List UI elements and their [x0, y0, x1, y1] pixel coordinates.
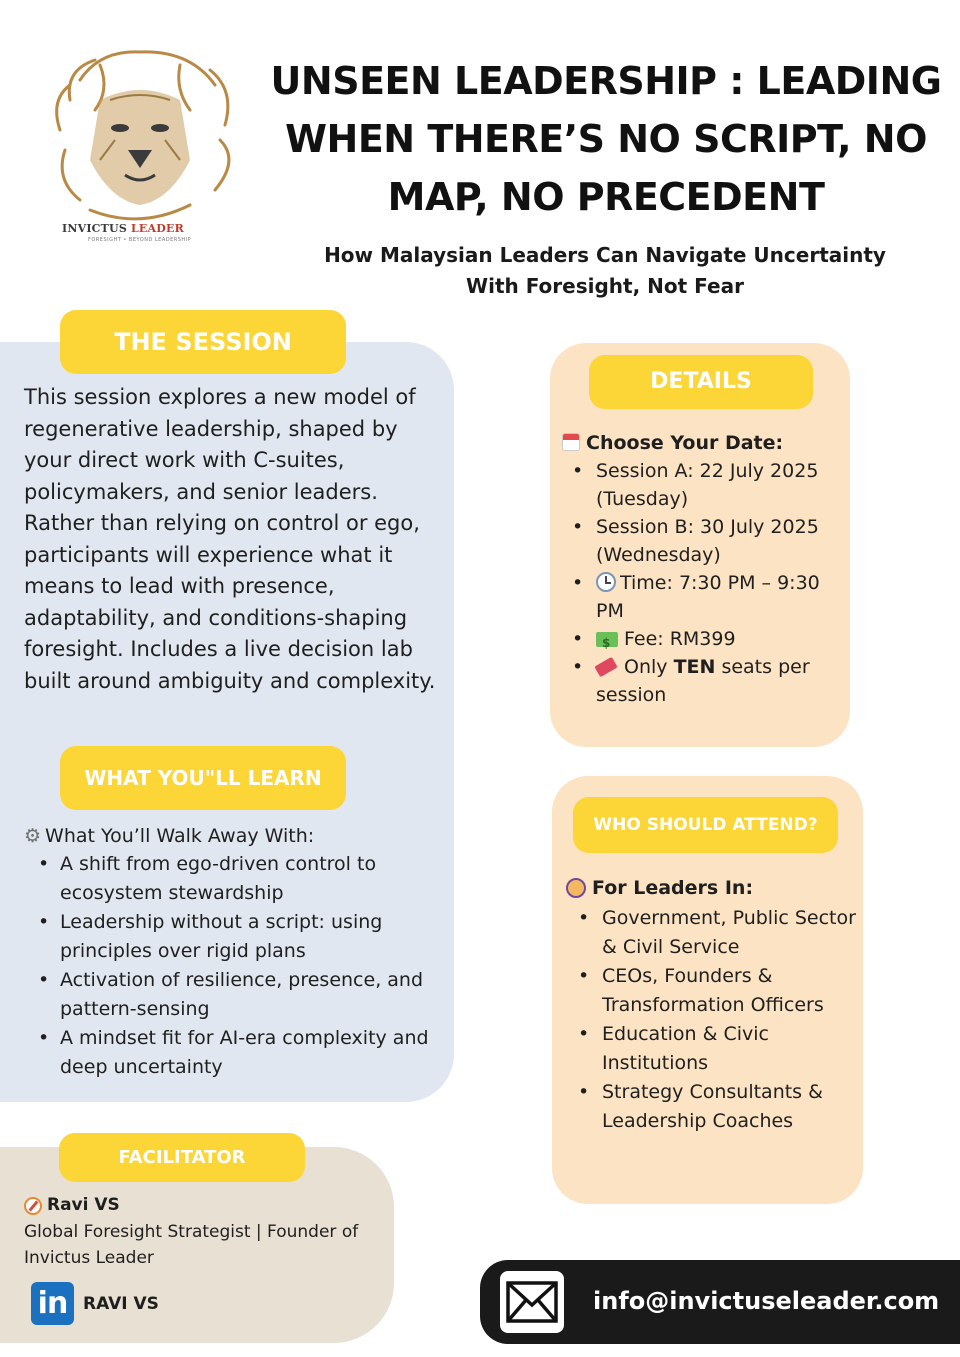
ticket-icon: [594, 657, 617, 677]
learn-intro: [24, 822, 314, 850]
logo-wordmark: INVICTUS LEADER: [62, 222, 184, 235]
contact-email-link[interactable]: info@invictuseleader.com: [593, 1287, 940, 1315]
page-title: [268, 52, 944, 226]
time-text: Time: 7:30 PM – 9:30 PM: [596, 572, 820, 622]
lion-head-logo: [40, 40, 240, 250]
money-icon: [596, 632, 618, 647]
list-item: • Education & Civic Institutions: [576, 1020, 860, 1078]
title-line-1: UNSEEN LEADERSHIP : LEADING: [270, 59, 942, 103]
learn-list: [36, 850, 446, 1082]
title-line-3: MAP, NO PRECEDENT: [387, 175, 825, 219]
attend-list: [576, 904, 860, 1136]
clock-icon: [596, 572, 616, 592]
facilitator-heading: FACILITATOR: [59, 1133, 305, 1182]
seats-item: [570, 653, 842, 709]
seats-suffix: seats per session: [596, 656, 810, 706]
linkedin-icon[interactable]: in: [31, 1282, 74, 1325]
attend-heading: WHO SHOULD ATTEND?: [573, 797, 838, 853]
list-item: • Strategy Consultants & Leadership Coaches: [576, 1078, 860, 1136]
mail-icon: [500, 1271, 564, 1333]
choose-date-label: Choose Your Date:: [586, 432, 784, 454]
list-item: • A shift from ego-driven control to ecosystem stewardship: [36, 850, 446, 908]
list-item: • CEOs, Founders & Transformation Officers: [576, 962, 860, 1020]
compass-icon: [24, 1197, 42, 1215]
session-description: This session explores a new model of regenerative leadership, shaped by your direct work with C-suites, policymakers, and senior leaders. Rather than relying on control or ego, participants will experience what it means to lead with presence, adaptability, and conditions-shaping foresight. Includes a live decision lab built around ambiguity and complexity.: [24, 385, 436, 693]
seats-prefix: Only: [624, 656, 674, 678]
fee-text: Fee: RM399: [624, 628, 736, 650]
calendar-icon: [562, 433, 580, 451]
title-line-2: WHEN THERE’S NO SCRIPT, NO: [285, 117, 927, 161]
subtitle-line-1: How Malaysian Leaders Can Navigate Uncertainty: [324, 243, 886, 267]
subtitle-line-2: With Foresight, Not Fear: [466, 274, 744, 298]
attend-intro: For Leaders In:: [592, 877, 754, 899]
logo-tagline: FORESIGHT • BEYOND LEADERSHIP: [88, 237, 192, 243]
details-heading: DETAILS: [589, 355, 813, 409]
learn-heading: WHAT YOU"LL LEARN: [60, 746, 346, 810]
facilitator-name: Ravi VS: [47, 1195, 120, 1215]
session-heading: THE SESSION: [60, 310, 346, 374]
list-item: • Activation of resilience, presence, and pattern-sensing: [36, 966, 446, 1024]
seats-count: TEN: [673, 656, 716, 678]
linkedin-name-link[interactable]: RAVI VS: [83, 1294, 159, 1314]
person-icon: [566, 878, 586, 898]
details-list: [570, 457, 842, 709]
list-item: • A mindset fit for AI-era complexity and deep uncertainty: [36, 1024, 446, 1082]
session-a-item: • Session A: 22 July 2025 (Tuesday): [570, 457, 842, 513]
list-item: • Leadership without a script: using principles over rigid plans: [36, 908, 446, 966]
list-item: • Government, Public Sector & Civil Service: [576, 904, 860, 962]
learn-intro-text: What You’ll Walk Away With:: [45, 825, 315, 847]
facilitator-role: Global Foresight Strategist | Founder of Invictus Leader: [24, 1222, 359, 1268]
time-item: [570, 569, 842, 625]
fee-item: [570, 625, 842, 653]
session-b-item: • Session B: 30 July 2025 (Wednesday): [570, 513, 842, 569]
page-subtitle: [290, 240, 920, 302]
gear-icon: ⚙: [24, 825, 42, 847]
